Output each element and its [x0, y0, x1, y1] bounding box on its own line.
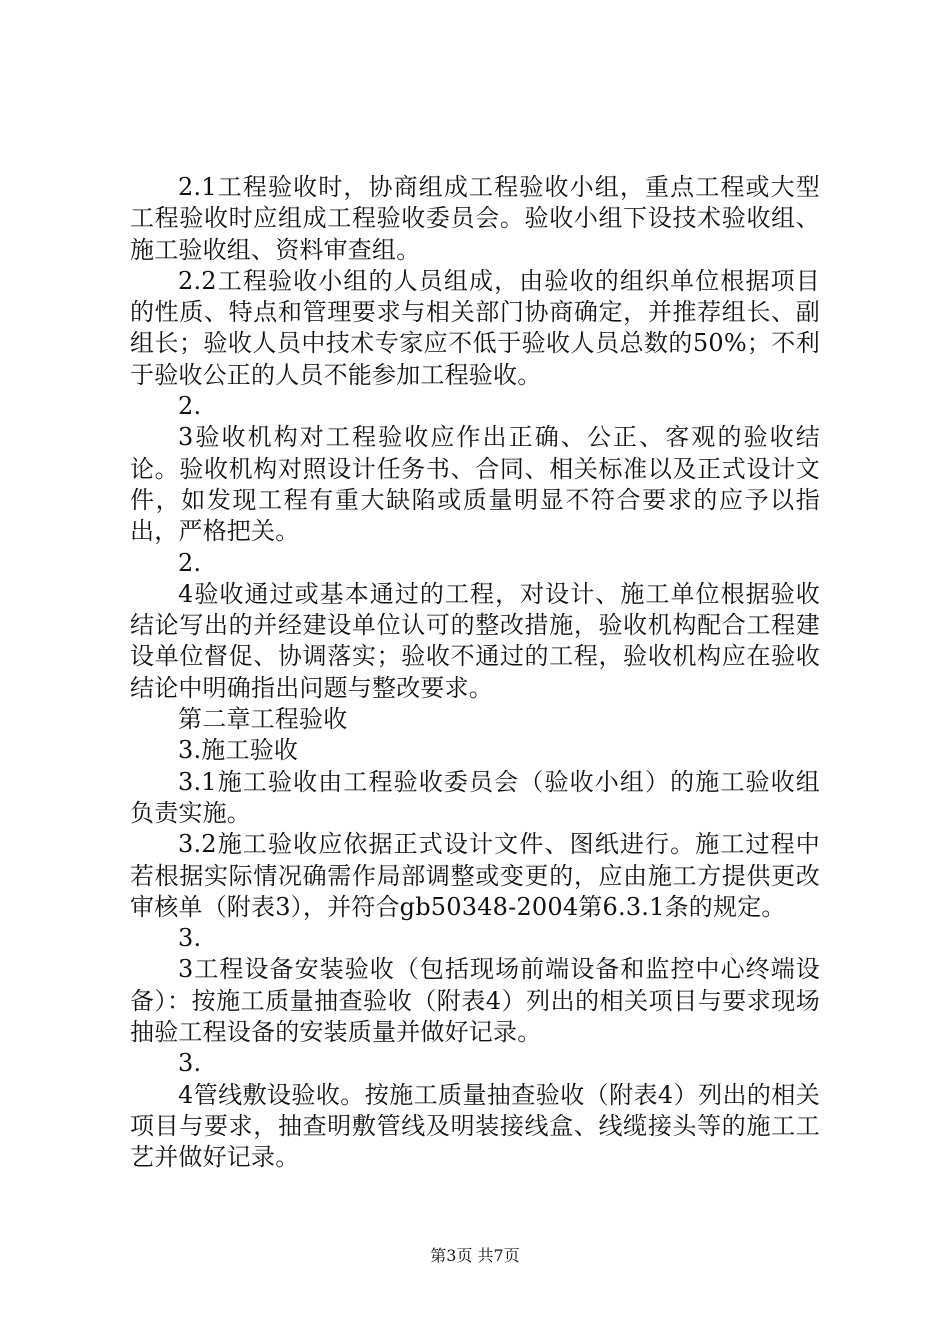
paragraph: 3. — [178, 1049, 202, 1078]
paragraph: 3.2施工验收应依据正式设计文件、图纸进行。施工过程中若根据实际情况确需作局部调整或变更的，应由施工方提供更改审核单（附表3），并符合gb50348-2004第6.3.1条的规定。 — [130, 830, 820, 921]
chapter-heading: 第二章工程验收 — [178, 705, 348, 734]
paragraph: 3验收机构对工程验收应作出正确、公正、客观的验收结论。验收机构对照设计任务书、合同、相关标准以及正式设计文件，如发现工程有重大缺陷或质量明显不符合要求的应予以指出，严格把关。 — [130, 423, 820, 546]
paragraph: 2. — [178, 392, 202, 421]
paragraph: 4验收通过或基本通过的工程，对设计、施工单位根据验收结论写出的并经建设单位认可的整改措施，验收机构配合工程建设单位督促、协调落实；验收不通过的工程，验收机构应在验收结论中明确指出问题与整改要求。 — [130, 579, 820, 702]
document-body — [130, 172, 820, 1174]
paragraph: 3. — [178, 924, 202, 953]
paragraph: 2.2工程验收小组的人员组成，由验收的组织单位根据项目的性质、特点和管理要求与相关部门协商确定，并推荐组长、副组长；验收人员中技术专家应不低于验收人员总数的50%；不利于验收公正的人员不能参加工程验收。 — [130, 266, 820, 389]
paragraph: 3工程设备安装验收（包括现场前端设备和监控中心终端设备）：按施工质量抽查验收（附表4）列出的相关项目与要求现场抽验工程设备的安装质量并做好记录。 — [130, 955, 820, 1047]
paragraph: 2.1工程验收时，协商组成工程验收小组，重点工程或大型工程验收时应组成工程验收委员会。验收小组下设技术验收组、施工验收组、资料审查组。 — [130, 173, 820, 264]
paragraph: 3.1施工验收由工程验收委员会（验收小组）的施工验收组负责实施。 — [130, 767, 820, 827]
page-number: 第3页 共7页 — [430, 1246, 520, 1265]
paragraph: 4管线敷设验收。按施工质量抽查验收（附表4）列出的相关项目与要求，抽查明敷管线及明装接线盒、线缆接头等的施工工艺并做好记录。 — [130, 1080, 820, 1172]
page-footer — [0, 1246, 950, 1266]
section-heading: 3.施工验收 — [178, 736, 299, 765]
paragraph: 2. — [178, 548, 202, 577]
